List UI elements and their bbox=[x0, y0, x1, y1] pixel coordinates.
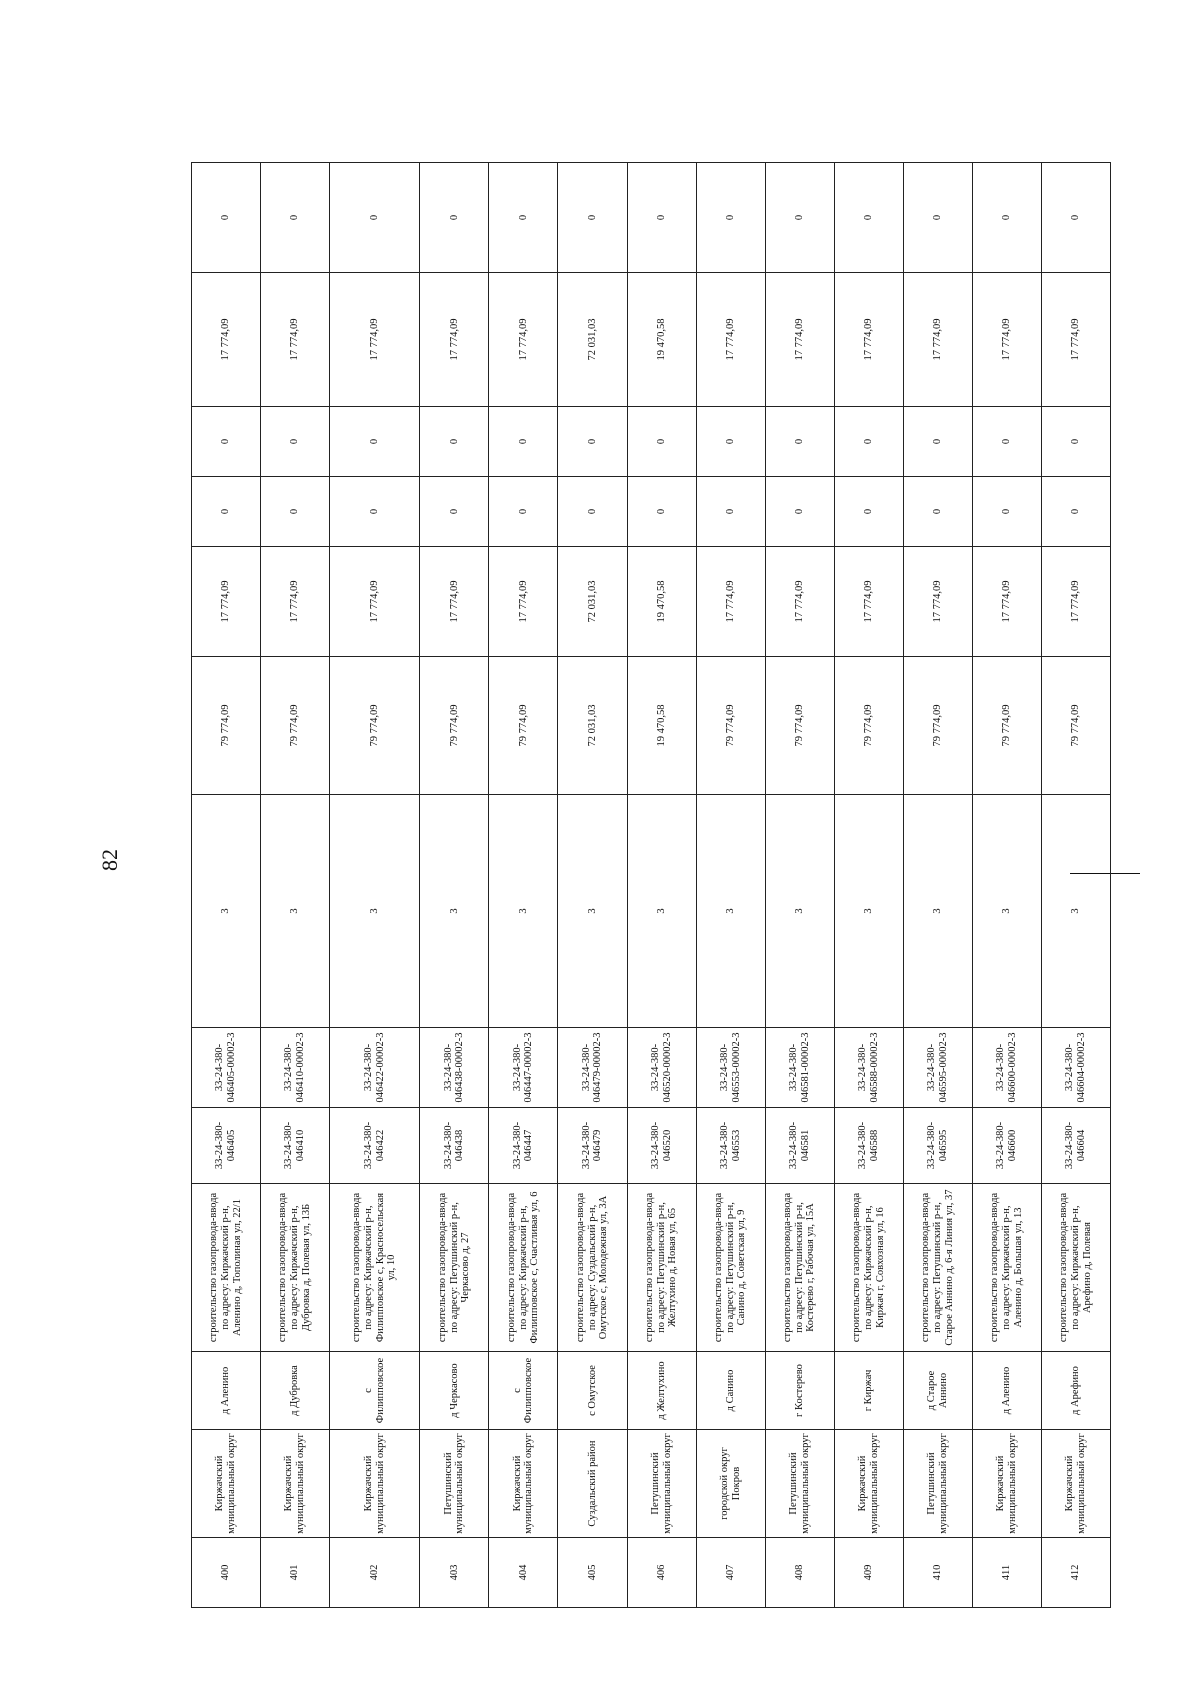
cell-num: 410 bbox=[903, 1538, 972, 1608]
cell-z1: 0 bbox=[972, 477, 1041, 547]
cell-id: 33-24-380-046600-00002-3 bbox=[972, 1028, 1041, 1108]
cell-num: 411 bbox=[972, 1538, 1041, 1608]
cell-z1: 0 bbox=[261, 477, 330, 547]
cell-municipality: Киржачский муниципальный округ bbox=[261, 1430, 330, 1538]
cell-description: строительство газопровода-ввода по адресу: Петушинский р-н, Санино д, Советская ул, 9 bbox=[696, 1184, 765, 1352]
cell-code: 33-24-380-046588 bbox=[834, 1108, 903, 1184]
cell-z3: 0 bbox=[627, 163, 696, 273]
cell-municipality: Петушинский муниципальный округ bbox=[627, 1430, 696, 1538]
cell-z3: 0 bbox=[558, 163, 627, 273]
cell-code: 33-24-380-046447 bbox=[489, 1108, 558, 1184]
cell-z3: 0 bbox=[192, 163, 261, 273]
cell-v1: 17 774,09 bbox=[765, 547, 834, 657]
cell-v1: 17 774,09 bbox=[834, 547, 903, 657]
cell-description: строительство газопровода-ввода по адресу: Киржачский р-н, Аленино д, Большая ул, 13 bbox=[972, 1184, 1041, 1352]
cell-total: 79 774,09 bbox=[330, 657, 420, 795]
table-row bbox=[420, 163, 489, 1608]
cell-v1: 17 774,09 bbox=[903, 547, 972, 657]
cell-z2: 0 bbox=[261, 407, 330, 477]
cell-code: 33-24-380-046595 bbox=[903, 1108, 972, 1184]
cell-municipality: Киржачский муниципальный округ bbox=[192, 1430, 261, 1538]
cell-total: 79 774,09 bbox=[489, 657, 558, 795]
cell-description: строительство газопровода-ввода по адресу: Суздальский р-н, Омутское с, Молодежная ул, 3А bbox=[558, 1184, 627, 1352]
cell-total: 19 470,58 bbox=[627, 657, 696, 795]
cell-v1: 17 774,09 bbox=[972, 547, 1041, 657]
cell-v2: 17 774,09 bbox=[834, 273, 903, 407]
cell-municipality: Киржачский муниципальный округ bbox=[972, 1430, 1041, 1538]
cell-code: 33-24-380-046581 bbox=[765, 1108, 834, 1184]
cell-total: 79 774,09 bbox=[192, 657, 261, 795]
table-row bbox=[765, 163, 834, 1608]
cell-municipality: Киржачский муниципальный округ bbox=[330, 1430, 420, 1538]
cell-z1: 0 bbox=[192, 477, 261, 547]
cell-z2: 0 bbox=[330, 407, 420, 477]
cell-v1: 17 774,09 bbox=[489, 547, 558, 657]
cell-total: 79 774,09 bbox=[1041, 657, 1110, 795]
cell-z2: 0 bbox=[834, 407, 903, 477]
cell-v2: 17 774,09 bbox=[489, 273, 558, 407]
cell-code: 33-24-380-046438 bbox=[420, 1108, 489, 1184]
cell-locality: д Желтухино bbox=[627, 1352, 696, 1430]
cell-id: 33-24-380-046595-00002-3 bbox=[903, 1028, 972, 1108]
table-row bbox=[1041, 163, 1110, 1608]
cell-z3: 0 bbox=[420, 163, 489, 273]
cell-locality: д Арефино bbox=[1041, 1352, 1110, 1430]
cell-v2: 17 774,09 bbox=[330, 273, 420, 407]
cell-z1: 0 bbox=[903, 477, 972, 547]
cell-category: 3 bbox=[489, 795, 558, 1028]
cell-category: 3 bbox=[696, 795, 765, 1028]
cell-total: 79 774,09 bbox=[972, 657, 1041, 795]
cell-locality: д Черкасово bbox=[420, 1352, 489, 1430]
cell-z2: 0 bbox=[1041, 407, 1110, 477]
cell-num: 405 bbox=[558, 1538, 627, 1608]
cell-code: 33-24-380-046520 bbox=[627, 1108, 696, 1184]
cell-id: 33-24-380-046520-00002-3 bbox=[627, 1028, 696, 1108]
cell-z1: 0 bbox=[627, 477, 696, 547]
table-row bbox=[696, 163, 765, 1608]
table-row bbox=[558, 163, 627, 1608]
cell-total: 79 774,09 bbox=[903, 657, 972, 795]
cell-total: 72 031,03 bbox=[558, 657, 627, 795]
cell-z3: 0 bbox=[261, 163, 330, 273]
cell-num: 401 bbox=[261, 1538, 330, 1608]
cell-z2: 0 bbox=[627, 407, 696, 477]
cell-locality: с Омутское bbox=[558, 1352, 627, 1430]
cell-v1: 17 774,09 bbox=[192, 547, 261, 657]
cell-municipality: Суздальский район bbox=[558, 1430, 627, 1538]
cell-id: 33-24-380-046604-00002-3 bbox=[1041, 1028, 1110, 1108]
cell-category: 3 bbox=[558, 795, 627, 1028]
cell-v2: 17 774,09 bbox=[1041, 273, 1110, 407]
cell-z1: 0 bbox=[489, 477, 558, 547]
cell-locality: д Санино bbox=[696, 1352, 765, 1430]
cell-z1: 0 bbox=[834, 477, 903, 547]
cell-v1: 17 774,09 bbox=[261, 547, 330, 657]
cell-v1: 17 774,09 bbox=[420, 547, 489, 657]
cell-z3: 0 bbox=[765, 163, 834, 273]
gas-connection-table bbox=[191, 162, 1111, 1608]
cell-id: 33-24-380-046581-00002-3 bbox=[765, 1028, 834, 1108]
cell-z2: 0 bbox=[558, 407, 627, 477]
cell-num: 402 bbox=[330, 1538, 420, 1608]
cell-z1: 0 bbox=[696, 477, 765, 547]
cell-description: строительство газопровода-ввода по адресу: Киржачский р-н, Арефино д, Полевая bbox=[1041, 1184, 1110, 1352]
cell-v2: 17 774,09 bbox=[420, 273, 489, 407]
cell-v2: 17 774,09 bbox=[696, 273, 765, 407]
cell-total: 79 774,09 bbox=[765, 657, 834, 795]
cell-num: 412 bbox=[1041, 1538, 1110, 1608]
cell-description: строительство газопровода-ввода по адресу: Петушинский р-н, Черкасово д, 27 bbox=[420, 1184, 489, 1352]
cell-municipality: Петушинский муниципальный округ bbox=[765, 1430, 834, 1538]
cell-municipality: Петушинский муниципальный округ bbox=[903, 1430, 972, 1538]
cell-z2: 0 bbox=[903, 407, 972, 477]
cell-z3: 0 bbox=[330, 163, 420, 273]
cell-code: 33-24-380-046600 bbox=[972, 1108, 1041, 1184]
cell-num: 400 bbox=[192, 1538, 261, 1608]
cell-z2: 0 bbox=[696, 407, 765, 477]
table-row bbox=[261, 163, 330, 1608]
cell-code: 33-24-380-046422 bbox=[330, 1108, 420, 1184]
cell-id: 33-24-380-046410-00002-3 bbox=[261, 1028, 330, 1108]
cell-z1: 0 bbox=[558, 477, 627, 547]
cell-id: 33-24-380-046553-00002-3 bbox=[696, 1028, 765, 1108]
cell-total: 79 774,09 bbox=[420, 657, 489, 795]
cell-locality: г Киржач bbox=[834, 1352, 903, 1430]
table-body bbox=[192, 163, 1111, 1608]
cell-category: 3 bbox=[972, 795, 1041, 1028]
cell-z1: 0 bbox=[330, 477, 420, 547]
cell-description: строительство газопровода-ввода по адресу: Киржачский р-н, Дубровка д, Полевая ул, 13Б bbox=[261, 1184, 330, 1352]
cell-locality: г Костерево bbox=[765, 1352, 834, 1430]
table-row bbox=[330, 163, 420, 1608]
cell-description: строительство газопровода-ввода по адресу: Петушинский р-н, Старое Аннино д, 6-я Линия ул, 37 bbox=[903, 1184, 972, 1352]
cell-category: 3 bbox=[627, 795, 696, 1028]
cell-num: 409 bbox=[834, 1538, 903, 1608]
cell-z1: 0 bbox=[1041, 477, 1110, 547]
cell-z3: 0 bbox=[972, 163, 1041, 273]
cell-z2: 0 bbox=[765, 407, 834, 477]
cell-v1: 17 774,09 bbox=[696, 547, 765, 657]
cell-id: 33-24-380-046438-00002-3 bbox=[420, 1028, 489, 1108]
cell-num: 407 bbox=[696, 1538, 765, 1608]
cell-num: 408 bbox=[765, 1538, 834, 1608]
page-number: 82 bbox=[97, 849, 122, 871]
cell-municipality: Киржачский муниципальный округ bbox=[489, 1430, 558, 1538]
table-row bbox=[903, 163, 972, 1608]
cell-z1: 0 bbox=[765, 477, 834, 547]
table-row bbox=[834, 163, 903, 1608]
cell-z3: 0 bbox=[903, 163, 972, 273]
table-row bbox=[192, 163, 261, 1608]
cell-id: 33-24-380-046447-00002-3 bbox=[489, 1028, 558, 1108]
cell-code: 33-24-380-046410 bbox=[261, 1108, 330, 1184]
rotated-table-container bbox=[191, 163, 1111, 1608]
cell-v1: 17 774,09 bbox=[1041, 547, 1110, 657]
cell-id: 33-24-380-046479-00002-3 bbox=[558, 1028, 627, 1108]
cell-locality: д Старое Аннино bbox=[903, 1352, 972, 1430]
cell-z2: 0 bbox=[489, 407, 558, 477]
cell-z3: 0 bbox=[489, 163, 558, 273]
cell-locality: с Филипповское bbox=[330, 1352, 420, 1430]
cell-num: 404 bbox=[489, 1538, 558, 1608]
cell-category: 3 bbox=[834, 795, 903, 1028]
cell-num: 406 bbox=[627, 1538, 696, 1608]
cell-description: строительство газопровода-ввода по адресу: Петушинский р-н, Желтухино д, Новая ул, 65 bbox=[627, 1184, 696, 1352]
cell-description: строительство газопровода-ввода по адресу: Киржачский р-н, Филипповское с, Красносельская ул, 10 bbox=[330, 1184, 420, 1352]
cell-code: 33-24-380-046553 bbox=[696, 1108, 765, 1184]
cell-v2: 17 774,09 bbox=[261, 273, 330, 407]
cell-municipality: городской округ Покров bbox=[696, 1430, 765, 1538]
cell-locality: д Аленино bbox=[972, 1352, 1041, 1430]
cell-v2: 17 774,09 bbox=[765, 273, 834, 407]
cell-locality: с Филипповское bbox=[489, 1352, 558, 1430]
cell-id: 33-24-380-046422-00002-3 bbox=[330, 1028, 420, 1108]
cell-category: 3 bbox=[765, 795, 834, 1028]
cell-z2: 0 bbox=[192, 407, 261, 477]
cell-z1: 0 bbox=[420, 477, 489, 547]
cell-municipality: Киржачский муниципальный округ bbox=[834, 1430, 903, 1538]
cell-municipality: Петушинский муниципальный округ bbox=[420, 1430, 489, 1538]
cell-v2: 17 774,09 bbox=[903, 273, 972, 407]
cell-municipality: Киржачский муниципальный округ bbox=[1041, 1430, 1110, 1538]
cell-v2: 72 031,03 bbox=[558, 273, 627, 407]
cell-category: 3 bbox=[1041, 795, 1110, 1028]
cell-z3: 0 bbox=[834, 163, 903, 273]
cell-locality: д Аленино bbox=[192, 1352, 261, 1430]
cell-description: строительство газопровода-ввода по адресу: Киржачский р-н, Киржач г, Совхозная ул, 16 bbox=[834, 1184, 903, 1352]
cell-id: 33-24-380-046405-00002-3 bbox=[192, 1028, 261, 1108]
cell-category: 3 bbox=[420, 795, 489, 1028]
cell-z2: 0 bbox=[420, 407, 489, 477]
cell-description: строительство газопровода-ввода по адресу: Киржачский р-н, Филипповское с, Счастливая ул, 6 bbox=[489, 1184, 558, 1352]
cell-v1: 72 031,03 bbox=[558, 547, 627, 657]
table-row bbox=[489, 163, 558, 1608]
cell-description: строительство газопровода-ввода по адресу: Петушинский р-н, Костерево г, Рабочая ул, 15А bbox=[765, 1184, 834, 1352]
cell-id: 33-24-380-046588-00002-3 bbox=[834, 1028, 903, 1108]
cell-v2: 17 774,09 bbox=[972, 273, 1041, 407]
cell-z2: 0 bbox=[972, 407, 1041, 477]
cell-v2: 19 470,58 bbox=[627, 273, 696, 407]
table-row bbox=[972, 163, 1041, 1608]
cell-num: 403 bbox=[420, 1538, 489, 1608]
cell-total: 79 774,09 bbox=[696, 657, 765, 795]
cell-code: 33-24-380-046479 bbox=[558, 1108, 627, 1184]
cell-description: строительство газопровода-ввода по адресу: Киржачский р-н, Аленино д, Тополиная ул, 22/1 bbox=[192, 1184, 261, 1352]
cell-z3: 0 bbox=[1041, 163, 1110, 273]
cell-v1: 17 774,09 bbox=[330, 547, 420, 657]
cell-total: 79 774,09 bbox=[261, 657, 330, 795]
cell-v1: 19 470,58 bbox=[627, 547, 696, 657]
cell-category: 3 bbox=[261, 795, 330, 1028]
cell-category: 3 bbox=[192, 795, 261, 1028]
table-row bbox=[627, 163, 696, 1608]
cell-code: 33-24-380-046405 bbox=[192, 1108, 261, 1184]
cell-locality: д Дубровка bbox=[261, 1352, 330, 1430]
cell-total: 79 774,09 bbox=[834, 657, 903, 795]
cell-code: 33-24-380-046604 bbox=[1041, 1108, 1110, 1184]
cell-category: 3 bbox=[330, 795, 420, 1028]
cell-category: 3 bbox=[903, 795, 972, 1028]
cell-v2: 17 774,09 bbox=[192, 273, 261, 407]
cell-z3: 0 bbox=[696, 163, 765, 273]
